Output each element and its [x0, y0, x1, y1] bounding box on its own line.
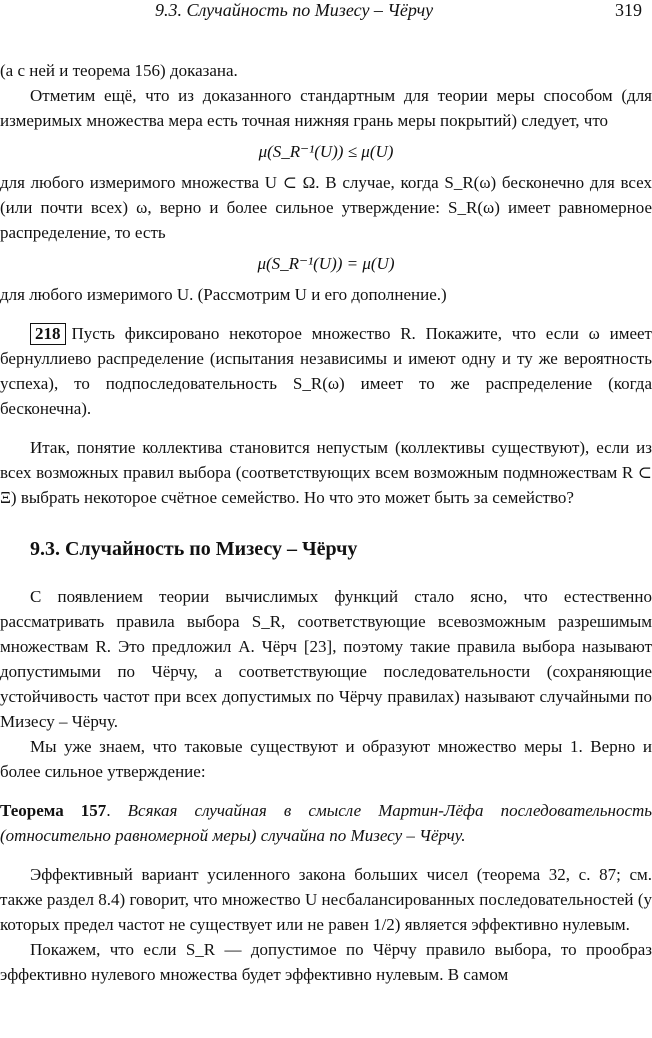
running-header: [0, 0, 652, 26]
paragraph-4: для любого измеримого U. (Рассмотрим U и его дополнение.): [0, 285, 447, 304]
theorem-body: Всякая случайная в смысле Мартин-Лёфа последовательность (относительно равномерной меры) случайна по Мизесу – Чёрчу.: [0, 801, 652, 845]
problem-number-box: 218: [30, 323, 66, 345]
paragraph-3: для любого измеримого множества U ⊂ Ω. В случае, когда S_R(ω) бесконечно для всех (или почти всех) ω, верно и более сильное утверждение: S_R(ω) имеет равномерное распределение, то есть: [0, 173, 652, 242]
theorem-label: Теорема 157: [0, 801, 107, 820]
paragraph-7: С появлением теории вычислимых функций стало ясно, что естественно рассматривать правила выбора S_R, соответствующие всевозможным разрешимым множествам R. Это предложил А. Чёрч [23], поэтому такие правила выбора называют допустимыми по Чёрчу, а соответствующие последовательности (сохраняющие устойчивость частот при всех допустимых по Чёрчу правилах) называют случайными по Мизесу – Чёрчу.: [0, 587, 652, 731]
paragraph-1: (а с ней и теорема 156) доказана.: [0, 61, 238, 80]
running-title: 9.3. Случайность по Мизесу – Чёрчу: [155, 0, 434, 20]
page-number: 319: [615, 0, 642, 20]
formula-2: μ(S_R⁻¹(U)) = μ(U): [257, 254, 395, 273]
paragraph-10: Покажем, что если S_R — допустимое по Чёрчу правило выбора, то прообраз эффективно нулевого множества будет эффективно нулевым. В самом: [0, 940, 652, 984]
problem-218: [0, 321, 652, 421]
paragraph-2: Отметим ещё, что из доказанного стандартным для теории меры способом (для измеримых множества мера есть точная нижняя грань меры покрытий) следует, что: [0, 86, 652, 130]
paragraph-6: Итак, понятие коллектива становится непустым (коллективы существуют), если из всех возможных правил выбора (соответствующих всем возможным подмножествам R ⊂ Ξ) выбрать некоторое счётное семейство. Но что это может быть за семейство?: [0, 438, 652, 507]
paragraph-9: Эффективный вариант усиленного закона больших чисел (теорема 32, с. 87; см. также раздел 8.4) говорит, что множество U несбалансированных последовательностей (у которых предел частот не существует или не равен 1/2) является эффективно нулевым.: [0, 865, 652, 934]
theorem-157: Теорема 157. Всякая случайная в смысле Мартин-Лёфа последовательность (относительно равномерной меры) случайна по Мизесу – Чёрчу.: [0, 801, 652, 845]
problem-text: Пусть фиксировано некоторое множество R. Покажите, что если ω имеет бернуллиево распределение (испытания независимы и имеют одну и ту же вероятность успеха), то подпоследовательность S_R(ω) имеет то же распределение (когда бесконечна).: [0, 324, 652, 418]
formula-1: μ(S_R⁻¹(U)) ≤ μ(U): [258, 142, 394, 161]
paragraph-8: Мы уже знаем, что таковые существуют и образуют множество меры 1. Верно и более сильное утверждение:: [0, 737, 652, 781]
section-heading: 9.3. Случайность по Мизесу – Чёрчу: [30, 538, 358, 560]
body-text: [0, 58, 652, 987]
